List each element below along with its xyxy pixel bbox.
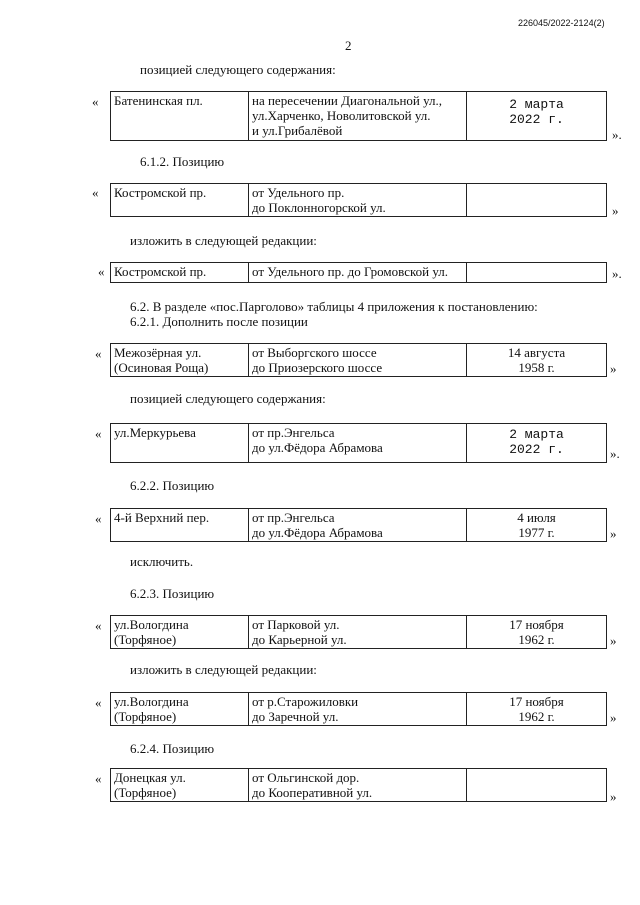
- street-name: ул.Вологдина: [114, 694, 189, 709]
- street-name: Батенинская пл.: [114, 93, 203, 108]
- desc-line: от Ольгинской дор.: [252, 770, 360, 785]
- quote-open: «: [95, 346, 102, 361]
- quote-open: «: [95, 511, 102, 526]
- desc-line: от Парковой ул.: [252, 617, 340, 632]
- date-line: 2022 г.: [509, 112, 564, 127]
- table-row-9: [110, 768, 607, 802]
- date-line: 2 марта: [509, 97, 564, 112]
- date-line: 1958 г.: [518, 360, 555, 375]
- street-name: (Торфяное): [114, 785, 177, 800]
- desc-line: до Приозерского шоссе: [252, 360, 383, 375]
- quote-close: »: [610, 710, 617, 725]
- street-name: (Торфяное): [114, 632, 177, 647]
- quote-close: »: [610, 361, 617, 376]
- desc-line: до Карьерной ул.: [252, 632, 347, 647]
- quote-open: «: [98, 264, 105, 279]
- section-heading: 6.2.3. Позицию: [130, 586, 215, 601]
- street-name: Донецкая ул.: [114, 770, 186, 785]
- street-name: 4-й Верхний пер.: [114, 510, 210, 525]
- date-line: 1977 г.: [518, 525, 555, 540]
- desc-line: от пр.Энгельса: [252, 425, 335, 440]
- desc-line: и ул.Грибалёвой: [252, 123, 343, 138]
- desc-line: до ул.Фёдора Абрамова: [252, 440, 383, 455]
- section-heading: 6.2.2. Позицию: [130, 478, 215, 493]
- section-heading: 6.2.1. Дополнить после позиции: [130, 314, 308, 329]
- date-line: 1962 г.: [518, 709, 555, 724]
- street-name: Костромской пр.: [114, 264, 207, 279]
- quote-close: »: [610, 789, 617, 804]
- desc-line: от Удельного пр. до Громовской ул.: [252, 264, 449, 279]
- table-row-4: [110, 343, 607, 377]
- quote-close: »: [610, 633, 617, 648]
- street-name: Костромской пр.: [114, 185, 207, 200]
- desc-line: на пересечении Диагональной ул.,: [252, 93, 443, 108]
- quote-open: «: [95, 771, 102, 786]
- intro-text: изложить в следующей редакции:: [130, 233, 317, 248]
- desc-line: ул.Харченко, Новолитовской ул.: [252, 108, 431, 123]
- quote-close: »: [610, 526, 617, 541]
- section-heading: 6.2.4. Позицию: [130, 741, 215, 756]
- table-row-6: [110, 508, 607, 542]
- date-line: 2022 г.: [509, 442, 564, 457]
- document-number: 226045/2022-2124(2): [518, 18, 605, 28]
- street-name: Межозёрная ул.: [114, 345, 202, 360]
- intro-text: позицией следующего содержания:: [130, 391, 326, 406]
- date-line: 4 июля: [517, 510, 556, 525]
- table-row-2: [110, 183, 607, 217]
- desc-line: до Поклонногорской ул.: [252, 200, 386, 215]
- desc-line: до ул.Фёдора Абрамова: [252, 525, 383, 540]
- desc-line: от пр.Энгельса: [252, 510, 335, 525]
- street-name: ул.Вологдина: [114, 617, 189, 632]
- table-row-1: [110, 91, 607, 141]
- intro-text: изложить в следующей редакции:: [130, 662, 317, 677]
- desc-line: до Заречной ул.: [252, 709, 339, 724]
- street-name: (Осиновая Роща): [114, 360, 209, 375]
- quote-close: ».: [610, 446, 620, 461]
- street-name: ул.Меркурьева: [114, 425, 196, 440]
- date-line: 1962 г.: [518, 632, 555, 647]
- table-row-7: [110, 615, 607, 649]
- quote-close: »: [612, 203, 619, 218]
- table-row-5: [110, 423, 607, 463]
- table-row-8: [110, 692, 607, 726]
- quote-close: ».: [612, 127, 622, 142]
- exclude-text: исключить.: [130, 554, 194, 569]
- quote-open: «: [95, 695, 102, 710]
- desc-line: от Удельного пр.: [252, 185, 345, 200]
- section-heading: 6.1.2. Позицию: [140, 154, 225, 169]
- table-row-3: [110, 262, 607, 283]
- street-name: (Торфяное): [114, 709, 177, 724]
- date-line: 14 августа: [507, 345, 566, 360]
- section-heading: 6.2. В разделе «пос.Парголово» таблицы 4 приложения к постановлению:: [130, 299, 538, 314]
- quote-open: «: [95, 618, 102, 633]
- desc-line: до Кооперативной ул.: [252, 785, 373, 800]
- page-number: 2: [345, 38, 352, 53]
- date-line: 17 ноября: [509, 617, 564, 632]
- desc-line: от Выборгского шоссе: [252, 345, 377, 360]
- date-line: 17 ноября: [509, 694, 564, 709]
- quote-open: «: [95, 426, 102, 441]
- intro-text: позицией следующего содержания:: [140, 62, 336, 77]
- date-line: 2 марта: [509, 427, 564, 442]
- desc-line: от р.Старожиловки: [252, 694, 359, 709]
- quote-open: «: [92, 94, 99, 109]
- quote-open: «: [92, 185, 99, 200]
- quote-close: ».: [612, 266, 622, 281]
